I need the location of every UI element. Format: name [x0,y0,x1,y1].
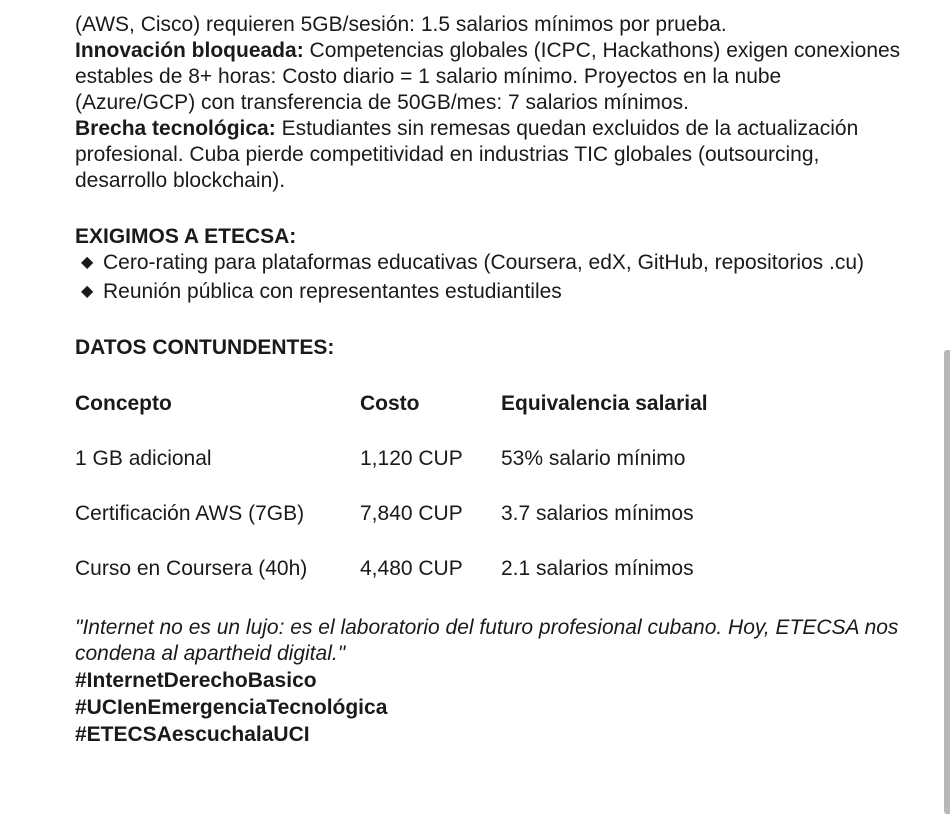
cell-costo: 7,840 CUP [360,502,463,525]
brecha-label: Brecha tecnológica: [75,117,276,140]
innovacion-text: Competencias globales (ICPC, Hackathons) exigen conexiones estables de 8+ horas: Costo diario = 1 salario mínimo. Proyectos en la nube (Azure/GCP) con transferencia de 50GB/mes: 7 salarios mínimos. [75,39,901,114]
vertical-scrollbar[interactable] [944,350,950,814]
cell-equivalencia: 53% salario mínimo [501,447,686,470]
cell-costo: 1,120 CUP [360,447,463,470]
hashtag: #InternetDerechoBasico [75,669,317,692]
cell-costo: 4,480 CUP [360,557,463,580]
datos-title: DATOS CONTUNDENTES: [75,336,335,359]
cell-concepto: Curso en Coursera (40h) [75,557,308,580]
header-concepto: Concepto [75,392,172,415]
cell-equivalencia: 3.7 salarios mínimos [501,502,694,525]
hashtag: #UCIenEmergenciaTecnológica [75,696,388,719]
demand-text: Cero-rating para plataformas educativas (Coursera, edX, GitHub, repositorios .cu) [103,251,865,274]
demand-item [75,279,905,305]
closing-quote: "Internet no es un lujo: es el laboratorio del futuro profesional cubano. Hoy, ETECSA nos condena al apartheid digital." [75,616,899,665]
intro-line: (AWS, Cisco) requieren 5GB/sesión: 1.5 salarios mínimos por prueba. [75,13,727,36]
innovacion-paragraph [75,38,905,116]
cell-concepto: Certificación AWS (7GB) [75,502,305,525]
table-row [75,556,801,611]
cell-concepto: 1 GB adicional [75,447,212,470]
table-header-row [75,391,801,446]
demand-item [75,250,905,276]
diamond-bullet-icon: ◆ [81,283,94,300]
innovacion-label: Innovación bloqueada: [75,39,304,62]
table-row [75,501,801,556]
hashtag: #ETECSAescuchalaUCI [75,723,310,746]
cost-table [75,391,801,611]
header-costo: Costo [360,392,420,415]
table-row [75,446,801,501]
brecha-paragraph [75,116,905,194]
header-equivalencia: Equivalencia salarial [501,392,708,415]
exigimos-title: EXIGIMOS A ETECSA: [75,225,297,248]
brecha-text: Estudiantes sin remesas quedan excluidos de la actualización profesional. Cuba pierde competitividad en industrias TIC globales (outsourcing, desarrollo blockchain). [75,117,859,192]
demand-text: Reunión pública con representantes estudiantiles [103,280,562,303]
cell-equivalencia: 2.1 salarios mínimos [501,557,694,580]
document-body [75,12,905,748]
diamond-bullet-icon: ◆ [81,254,94,271]
